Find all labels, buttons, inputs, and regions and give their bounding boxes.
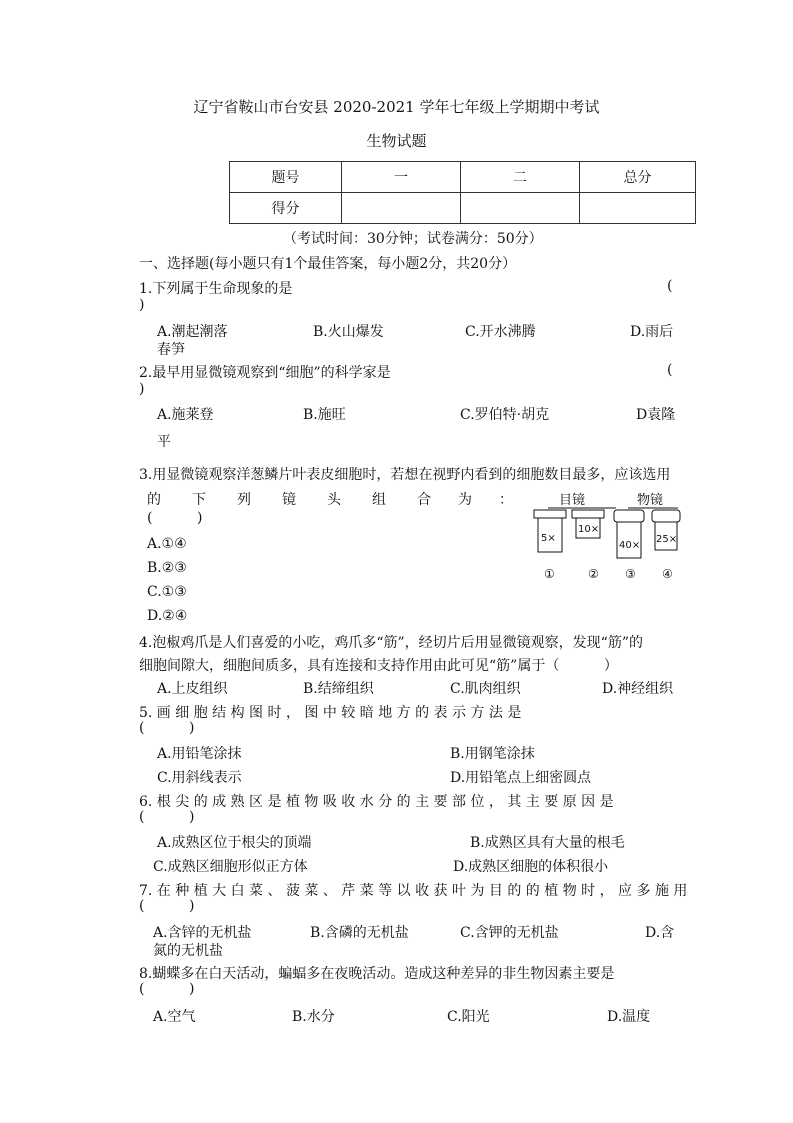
question-3-stem-char: ： xyxy=(499,492,513,508)
question-8-stem: 8.蝴蝶多在白天活动，蝙蝠多在夜晚活动。造成这种差异的非生物因素主要是 xyxy=(139,966,615,982)
eyepiece-lens-2 xyxy=(572,510,604,538)
option-d: D.雨后 xyxy=(630,324,674,340)
section-heading: 一、选择题(每小题只有1个最佳答案，每小题2分，共20分） xyxy=(139,256,517,272)
answer-paren: ( ) xyxy=(139,898,195,914)
score-cell: 得分 xyxy=(230,193,342,224)
question-3-stem-char: 组 xyxy=(372,492,386,508)
question-3-stem-char: 为 xyxy=(458,492,472,508)
exam-title: 辽宁省鞍山市台安县 2020-2021 学年七年级上学期期中考试 xyxy=(193,98,600,116)
option-a: A.施莱登 xyxy=(157,407,214,423)
lens-number-2: ② xyxy=(588,567,599,581)
option-b: B.②③ xyxy=(147,560,187,576)
lens-number-1: ① xyxy=(544,567,555,581)
score-cell: 一 xyxy=(342,162,461,193)
score-table-score-row xyxy=(230,193,696,224)
exam-info: （考试时间：30分钟；试卷满分：50分） xyxy=(283,231,543,247)
option-d-continued: 平 xyxy=(157,434,171,450)
option-b: B.结缔组织 xyxy=(303,681,374,697)
question-7-stem: 7. 在 种 植 大 白 菜 、 菠 菜 、 芹 菜 等 以 收 获 叶 为 目 的 的 植 物 时 ， 应 多 施 用 xyxy=(139,883,688,899)
eyepiece-label: 目镜 xyxy=(559,493,586,508)
option-a: A.①④ xyxy=(147,536,187,552)
option-d-continued: 春笋 xyxy=(157,342,185,358)
score-table-header-row xyxy=(230,162,696,193)
option-d: D.神经组织 xyxy=(602,681,674,697)
option-c: C.罗伯特·胡克 xyxy=(460,407,550,423)
svg-text:5×: 5× xyxy=(541,533,556,544)
question-3-stem: 3.用显微镜观察洋葱鳞片叶表皮细胞时，若想在视野内看到的细胞数目最多，应该选用 xyxy=(139,467,671,483)
score-input-cell xyxy=(580,193,696,224)
score-table xyxy=(229,161,696,224)
question-3-stem-char: 合 xyxy=(417,492,431,508)
objective-label: 物镜 xyxy=(637,493,664,508)
question-3-stem-char: 头 xyxy=(327,492,341,508)
eyepiece-lens-1 xyxy=(534,510,566,552)
option-a: A.潮起潮落 xyxy=(157,324,228,340)
question-3-stem-char: 列 xyxy=(237,492,251,508)
lens-figure xyxy=(524,490,684,590)
question-3-stem-char: 镜 xyxy=(282,492,296,508)
option-c: C.用斜线表示 xyxy=(157,770,242,786)
lens-number-4: ④ xyxy=(662,567,673,581)
answer-paren: ( ) xyxy=(147,510,203,526)
option-b: B.成熟区具有大量的根毛 xyxy=(470,835,625,851)
option-b: B.水分 xyxy=(292,1009,335,1025)
option-c: C.阳光 xyxy=(447,1009,490,1025)
svg-text:25×: 25× xyxy=(656,534,678,545)
score-input-cell xyxy=(461,193,580,224)
option-a: A.用铅笔涂抹 xyxy=(157,746,242,762)
option-c: C.肌肉组织 xyxy=(450,681,521,697)
question-2-stem: 2.最早用显微镜观察到“细胞”的科学家是 xyxy=(139,365,391,381)
answer-paren: ( ) xyxy=(139,720,195,736)
answer-paren-close: ) xyxy=(139,297,145,313)
question-4-stem-continued: 细胞间隙大，细胞间质多，具有连接和支持作用由此可见“筋”属于（ ） xyxy=(139,658,618,674)
option-c: C.①③ xyxy=(147,584,187,600)
objective-lens-4 xyxy=(652,510,680,550)
score-cell: 二 xyxy=(461,162,580,193)
svg-text:10×: 10× xyxy=(578,524,600,535)
option-d-continued: 氮的无机盐 xyxy=(153,943,223,959)
option-b: B.施旺 xyxy=(303,407,346,423)
option-a: A.成熟区位于根尖的顶端 xyxy=(157,835,312,851)
option-d: D.②④ xyxy=(147,608,188,624)
option-c: C.开水沸腾 xyxy=(465,324,536,340)
option-d: D.含 xyxy=(645,925,675,941)
option-d: D.成熟区细胞的体积很小 xyxy=(453,859,609,875)
option-d: D.用铅笔点上细密圆点 xyxy=(450,770,592,786)
question-3-stem-char: 下 xyxy=(192,492,206,508)
answer-paren: ( ) xyxy=(139,809,195,825)
question-6-stem: 6. 根 尖 的 成 熟 区 是 植 物 吸 收 水 分 的 主 要 部 位 ， 其 主 要 原 因 是 xyxy=(139,794,614,810)
option-b: B.用钢笔涂抹 xyxy=(450,746,535,762)
score-cell: 题号 xyxy=(230,162,342,193)
question-5-stem: 5. 画 细 胞 结 构 图 时 ， 图 中 较 暗 地 方 的 表 示 方 法 是 xyxy=(139,705,522,721)
answer-paren-close: ) xyxy=(139,381,145,397)
answer-paren-open: ( xyxy=(667,278,673,294)
objective-lens-3 xyxy=(614,510,644,558)
option-b: B.含磷的无机盐 xyxy=(310,925,409,941)
option-d: D.温度 xyxy=(607,1009,651,1025)
option-a: A.空气 xyxy=(153,1009,196,1025)
question-3-stem-char: 的 xyxy=(147,492,161,508)
score-cell: 总分 xyxy=(580,162,696,193)
option-d: D袁隆 xyxy=(636,407,676,423)
lens-number-3: ③ xyxy=(625,567,636,581)
answer-paren: ( ) xyxy=(139,981,195,997)
exam-subtitle: 生物试题 xyxy=(366,132,427,150)
option-c: C.成熟区细胞形似正方体 xyxy=(153,859,308,875)
answer-paren-open: ( xyxy=(667,362,673,378)
question-4-stem: 4.泡椒鸡爪是人们喜爱的小吃，鸡爪多“筋”，经切片后用显微镜观察，发现“筋”的 xyxy=(139,635,643,651)
option-c: C.含钾的无机盐 xyxy=(460,925,559,941)
option-a: A.含锌的无机盐 xyxy=(153,925,252,941)
option-a: A.上皮组织 xyxy=(157,681,228,697)
score-input-cell xyxy=(342,193,461,224)
question-1-stem: 1.下列属于生命现象的是 xyxy=(139,281,293,297)
svg-text:40×: 40× xyxy=(619,540,641,551)
option-b: B.火山爆发 xyxy=(313,324,384,340)
